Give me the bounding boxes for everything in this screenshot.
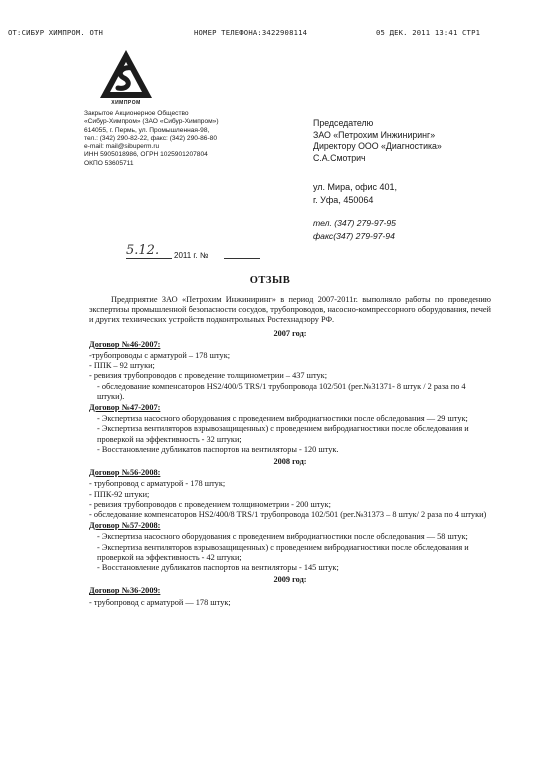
addressee-phones <box>313 217 513 242</box>
list-item: -трубопроводы с арматурой – 178 штук; <box>89 351 231 361</box>
sender-requisites <box>84 110 294 168</box>
list-item: - Экспертиза вентиляторов взрывозащищенных) с проведением вибродиагностики после обследования и проверкой на эффективность - 32 штуки; <box>97 424 469 444</box>
fax-header <box>8 28 532 40</box>
list-item: - Восстановление дубликатов паспортов на вентиляторы - 120 штук. <box>97 444 339 454</box>
phone-line: тел. (347) 279-97-95 <box>313 218 396 228</box>
requisites-line: тел.: (342) 290-82-22, факс: (342) 290-86-80 <box>84 134 217 142</box>
company-logo-icon <box>98 48 154 106</box>
document-title: ОТЗЫВ <box>249 275 291 286</box>
contract-title: Договор №36-2009: <box>89 586 161 596</box>
list-item: - Экспертиза насосного оборудования с проведением вибродиагностики после обследования — 29 штук; <box>97 414 468 424</box>
handwritten-date: 5.12. <box>126 243 160 258</box>
year-heading: 2009 год: <box>273 575 307 585</box>
contract-title: Договор №46-2007: <box>89 339 161 349</box>
addressee-block <box>313 118 513 164</box>
requisites-line: ИНН 5905018986, ОГРН 1025901207804 <box>84 151 208 159</box>
document-body <box>89 295 491 608</box>
contract-title: Договор №56-2008: <box>89 468 161 478</box>
year-heading: 2007 год: <box>273 328 307 338</box>
list-item: - ППК-92 штуки; <box>89 489 150 499</box>
contract-title: Договор №57-2008: <box>89 521 161 531</box>
list-item: - Восстановление дубликатов паспортов на вентиляторы - 145 штук; <box>97 563 339 573</box>
list-item: - Экспертиза вентиляторов взрывозащищенных) с проведением вибродиагностики после обследования и проверкой на эффективность - 42 штуки; <box>97 542 469 562</box>
requisites-line: ОКПО 53605711 <box>84 159 134 167</box>
document-date <box>126 243 266 262</box>
addressee-line: ЗАО «Петрохим Инжиниринг» <box>313 129 436 140</box>
list-item: - трубопровод с арматурой - 178 штук; <box>89 479 226 489</box>
list-item: - трубопровод с арматурой — 178 штук; <box>89 597 231 607</box>
list-item: - обследование компенсаторов HS2/400/8 TRS/1 трубопровода 102/501 (рег.№31373 – 8 штук/ 2 раза по 4 штуки) <box>89 510 487 520</box>
logo-wordmark: ХИМПРОМ <box>111 100 141 106</box>
addressee-address <box>313 181 513 206</box>
number-underline <box>224 258 260 259</box>
requisites-line: Закрытое Акционерное Общество <box>84 110 189 117</box>
fax-phone: НОМЕР ТЕЛЕФОНА:3422908114 <box>194 28 308 37</box>
requisites-line: 614055, г. Пермь, ул. Промышленная-98, <box>84 126 210 134</box>
fax-line: факс(347) 279-97-94 <box>313 230 395 241</box>
year-heading: 2008 год: <box>273 457 307 467</box>
list-item: - ревизия трубопроводов с проведение толщинометрии – 437 штук; <box>89 371 328 381</box>
contract-title: Договор №47-2007: <box>89 403 161 413</box>
addressee-line: Директору ООО «Диагностика» <box>313 141 442 151</box>
list-item: - обследование компенсаторов HS2/400/5 TRS/1 трубопровода 102/501 (рег.№31371- 8 штук / 2 раза по 4 штуки). <box>97 381 466 401</box>
addressee-line: С.А.Смотрич <box>313 152 366 163</box>
fax-sender: ОТ:СИБУР ХИМПРОМ. ОТН <box>8 28 104 37</box>
list-item: - ревизия трубопроводов с проведением толщинометрии - 200 штук; <box>89 499 331 509</box>
address-line: ул. Мира, офис 401, <box>313 182 398 192</box>
list-item: - Экспертиза насосного оборудования с проведением вибродиагностики после обследования — 58 штук; <box>97 532 468 542</box>
addressee-line: Председателю <box>313 118 374 128</box>
address-line: г. Уфа, 450064 <box>313 194 374 205</box>
date-underline <box>126 258 172 259</box>
intro-paragraph: Предприятие ЗАО «Петрохим Инжиниринг» в период 2007-2011г. выполняло работы по проведению экспертизы промышленной безопасности сосудов, трубопроводов, насосно-компрессорного оборудования, печей и других технических устройств подконтрольных Ростехнадзору РФ. <box>89 295 491 325</box>
list-item: - ППК – 92 штуки; <box>89 361 155 371</box>
requisites-line: «Сибур-Химпром» (ЗАО «Сибур-Химпром») <box>84 118 219 126</box>
document-year-number: 2011 г. № <box>174 251 209 260</box>
fax-datetime: 05 ДЕК. 2011 13:41 СТР1 <box>376 28 481 37</box>
requisites-line: e-mail: mail@sibuperm.ru <box>84 143 160 151</box>
